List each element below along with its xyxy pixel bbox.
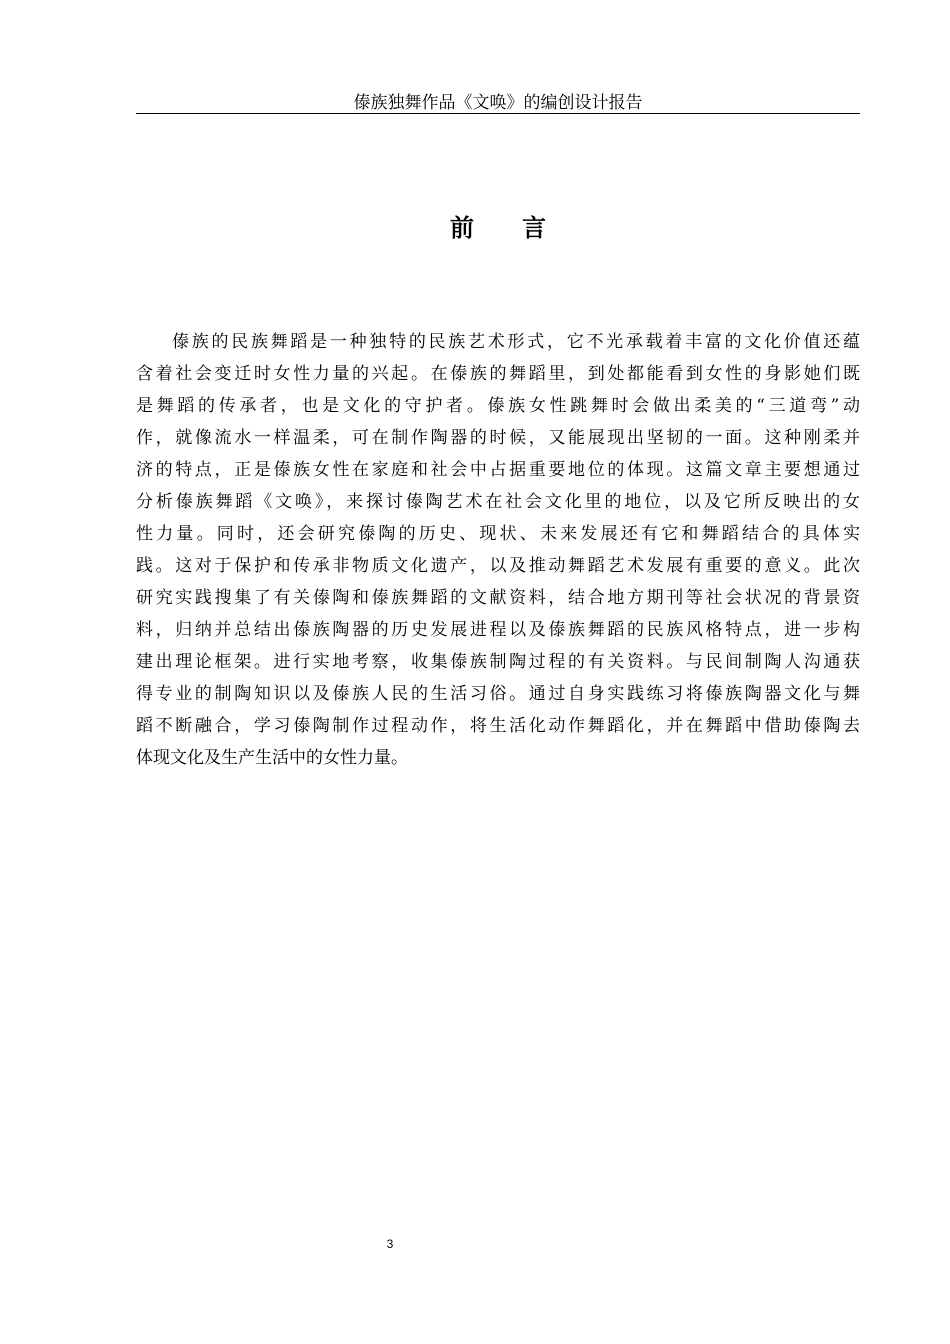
paragraph-line: 性力量。同时，还会研究傣陶的历史、现状、未来发展还有它和舞蹈结合的具体实: [136, 524, 860, 544]
paragraph-line: 得专业的制陶知识以及傣族人民的生活习俗。通过自身实践练习将傣族陶器文化与舞: [136, 684, 860, 704]
paragraph-line: 建出理论框架。进行实地考察，收集傣族制陶过程的有关资料。与民间制陶人沟通获: [136, 652, 860, 672]
paragraph-line: 是舞蹈的传承者，也是文化的守护者。傣族女性跳舞时会做出柔美的“三道弯”动: [136, 396, 860, 416]
header-divider: [136, 113, 860, 114]
paragraph-line: 分析傣族舞蹈《文唤》，来探讨傣陶艺术在社会文化里的地位，以及它所反映出的女: [136, 492, 860, 512]
paragraph-line: 体现文化及生产生活中的女性力量。: [136, 748, 408, 768]
preface-paragraph: [136, 326, 860, 774]
section-title: [136, 212, 860, 244]
paragraph-line: 作，就像流水一样温柔，可在制作陶器的时候，又能展现出坚韧的一面。这种刚柔并: [136, 428, 860, 448]
running-header: 傣族独舞作品《文唤》的编创设计报告: [353, 93, 643, 113]
paragraph-line: 研究实践搜集了有关傣陶和傣族舞蹈的文献资料，结合地方期刊等社会状况的背景资: [136, 588, 860, 608]
paragraph-line: 傣族的民族舞蹈是一种独特的民族艺术形式，它不光承载着丰富的文化价值还蕴: [172, 332, 860, 352]
paragraph-line: 践。这对于保护和传承非物质文化遗产，以及推动舞蹈艺术发展有重要的意义。此次: [136, 556, 860, 576]
paragraph-line: 料，归纳并总结出傣族陶器的历史发展进程以及傣族舞蹈的民族风格特点，进一步构: [136, 620, 860, 640]
section-title-char-2: 言: [522, 214, 546, 242]
paragraph-line: 含着社会变迁时女性力量的兴起。在傣族的舞蹈里，到处都能看到女性的身影她们既: [136, 364, 860, 384]
paragraph-line: 蹈不断融合，学习傣陶制作过程动作，将生活化动作舞蹈化，并在舞蹈中借助傣陶去: [136, 716, 860, 736]
page-number: 3: [386, 1237, 394, 1251]
section-title-char-1: 前: [450, 214, 474, 242]
paragraph-line: 济的特点，正是傣族女性在家庭和社会中占据重要地位的体现。这篇文章主要想通过: [136, 460, 860, 480]
